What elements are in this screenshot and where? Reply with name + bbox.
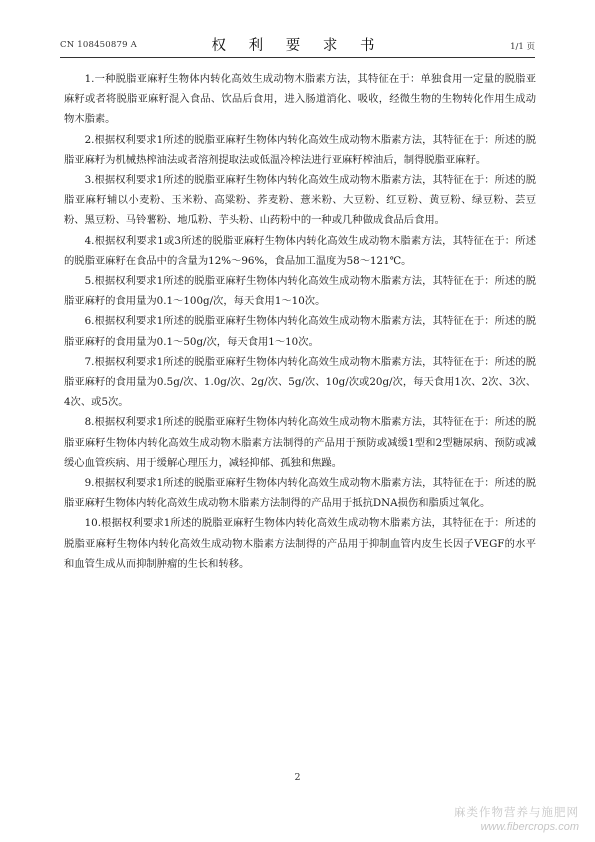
- claim-9: 9.根据权利要求1所述的脱脂亚麻籽生物体内转化高效生成动物木脂素方法，其特征在于：所述的脱脂亚麻籽生物体内转化高效生成动物木脂素方法制得的产品用于抵抗DNA损伤和脂质过氧化。: [64, 477, 536, 510]
- claims-list: [64, 69, 536, 574]
- watermark: [454, 806, 579, 834]
- watermark-url: www.fibercrops.com: [480, 821, 579, 833]
- document-header: [60, 34, 535, 56]
- claim-5: 5.根据权利要求1所述的脱脂亚麻籽生物体内转化高效生成动物木脂素方法，其特征在于：所述的脱脂亚麻籽的食用量为0.1～100g/次，每天食用1～10次。: [64, 275, 536, 308]
- page-number: 2: [294, 772, 301, 783]
- claim-2: 2.根据权利要求1所述的脱脂亚麻籽生物体内转化高效生成动物木脂素方法，其特征在于：所述的脱脂亚麻籽为机械热榨油法或者溶剂提取法或低温冷榨法进行亚麻籽榨油后，制得脱脂亚麻籽。: [64, 133, 536, 166]
- claim-4: 4.根据权利要求1或3所述的脱脂亚麻籽生物体内转化高效生成动物木脂素方法，其特征在于：所述的脱脂亚麻籽在食品中的含量为12%～96%，食品加工温度为58～121℃。: [64, 234, 536, 267]
- claim-7: 7.根据权利要求1所述的脱脂亚麻籽生物体内转化高效生成动物木脂素方法，其特征在于：所述的脱脂亚麻籽的食用量为0.5g/次、1.0g/次、2g/次、5g/次、10g/次或20g/次，每天食用1次、2次、3次、4次、或5次。: [64, 355, 536, 409]
- claim-8: 8.根据权利要求1所述的脱脂亚麻籽生物体内转化高效生成动物木脂素方法，其特征在于：所述的脱脂亚麻籽生物体内转化高效生成动物木脂素方法制得的产品用于预防或减缓1型和2型糖尿病、预防或减缓心血管疾病、用于缓解心理压力，减轻抑郁、孤独和焦躁。: [64, 416, 536, 469]
- document-title: 权 利 要 求 书: [211, 38, 384, 54]
- claim-1: 1.一种脱脂亚麻籽生物体内转化高效生成动物木脂素方法，其特征在于：单独食用一定量的脱脂亚麻籽或者将脱脂亚麻籽混入食品、饮品后食用，进入肠道消化、吸收，经微生物的生物转化作用生成动物木脂素。: [64, 73, 536, 126]
- header-divider: [60, 57, 535, 58]
- watermark-name: 麻类作物营养与施肥网: [454, 807, 579, 819]
- page-info: 1/1 页: [510, 42, 535, 52]
- claim-6: 6.根据权利要求1所述的脱脂亚麻籽生物体内转化高效生成动物木脂素方法，其特征在于：所述的脱脂亚麻籽的食用量为0.1～50g/次，每天食用1～10次。: [64, 315, 536, 348]
- claim-3: 3.根据权利要求1所述的脱脂亚麻籽生物体内转化高效生成动物木脂素方法，其特征在于：所述的脱脂亚麻籽辅以小麦粉、玉米粉、高粱粉、荞麦粉、薏米粉、大豆粉、红豆粉、黄豆粉、绿豆粉、芸豆粉、黑豆粉、马铃薯粉、地瓜粉、芋头粉、山药粉中的一种或几种做成食品后食用。: [64, 174, 536, 227]
- publication-number: CN 108450879 A: [60, 40, 137, 50]
- claim-10: 10.根据权利要求1所述的脱脂亚麻籽生物体内转化高效生成动物木脂素方法，其特征在于：所述的脱脂亚麻籽生物体内转化高效生成动物木脂素方法制得的产品用于抑制血管内皮生长因子VEGF的水平和血管生成从而抑制肿瘤的生长和转移。: [64, 517, 536, 570]
